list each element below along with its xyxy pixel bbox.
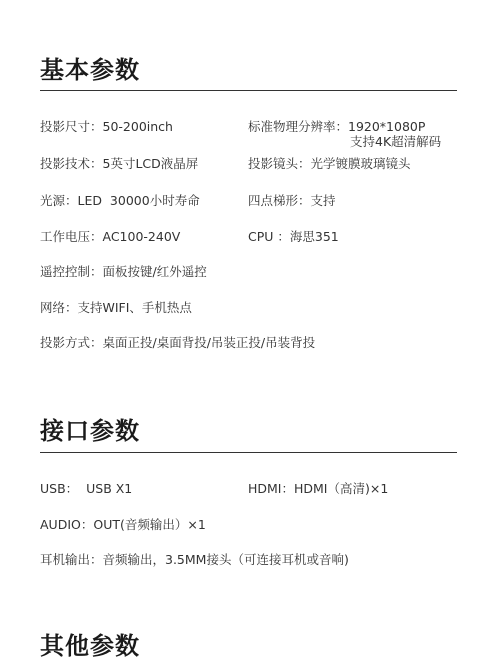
- param-usb: USB： USB X1: [40, 481, 133, 496]
- section-title-basic: 基本参数: [40, 56, 140, 84]
- divider-interface: [40, 452, 457, 453]
- param-remote: 遥控控制：面板按键/红外遥控: [40, 264, 207, 279]
- param-audio: AUDIO：OUT(音频输出）×1: [40, 517, 206, 532]
- param-network: 网络：支持WIFI、手机热点: [40, 300, 192, 315]
- param-headphone: 耳机输出：音频输出，3.5MM接头（可连接耳机或音响): [40, 552, 349, 567]
- section-title-interface: 接口参数: [40, 417, 140, 445]
- param-hdmi: HDMI：HDMI（高清)×1: [248, 481, 389, 496]
- section-title-other: 其他参数: [40, 632, 140, 660]
- param-lens: 投影镜头：光学镀膜玻璃镜头: [248, 156, 411, 171]
- param-resolution-line1: 标准物理分辨率：1920*1080P: [248, 119, 426, 134]
- param-projection-mode: 投影方式：桌面正投/桌面背投/吊装正投/吊装背投: [40, 335, 316, 350]
- param-voltage: 工作电压：AC100-240V: [40, 229, 181, 244]
- param-resolution-line2: 支持4K超清解码: [350, 134, 442, 149]
- param-cpu: CPU ：海思351: [248, 229, 339, 244]
- param-light-source: 光源：LED 30000小时寿命: [40, 193, 200, 208]
- param-keystone: 四点梯形：支持: [248, 193, 336, 208]
- param-projection-tech: 投影技术：5英寸LCD液晶屏: [40, 156, 199, 171]
- param-projection-size: 投影尺寸：50-200inch: [40, 119, 173, 134]
- divider-basic: [40, 90, 457, 91]
- param-resolution: [248, 119, 441, 149]
